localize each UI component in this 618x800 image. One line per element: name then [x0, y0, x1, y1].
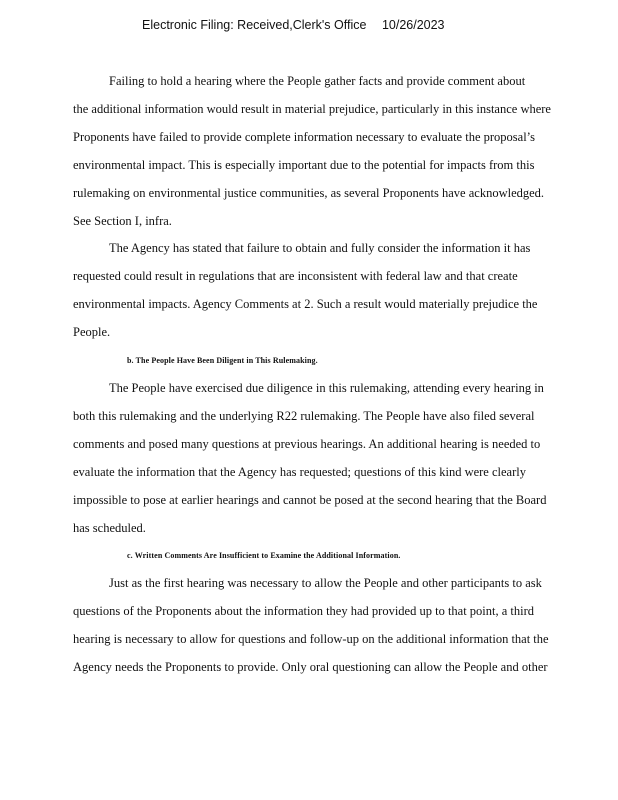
text-line: environmental impact. This is especially important due to the potential for impacts from this	[73, 157, 535, 172]
text-line: evaluate the information that the Agency has requested; questions of this kind were clearly	[73, 464, 526, 479]
section-heading-b: b. The People Have Been Diligent in This Rulemaking.	[127, 356, 318, 366]
section-heading-c: c. Written Comments Are Insufficient to Examine the Additional Information.	[127, 551, 401, 561]
document-body	[73, 68, 585, 682]
text-line: Agency needs the Proponents to provide. Only oral questioning can allow the People and other	[73, 660, 548, 675]
citation-line: See Section I, infra.	[73, 213, 172, 228]
text-line: rulemaking on environmental justice communities, as several Proponents have acknowledged.	[73, 185, 545, 200]
text-line: The Agency has stated that failure to obtain and fully consider the information it has	[109, 241, 531, 256]
text-line: comments and posed many questions at previous hearings. An additional hearing is needed to	[73, 436, 541, 451]
filing-date: 10/26/2023	[381, 18, 445, 32]
paragraph-agency	[73, 235, 585, 347]
text-line: impossible to pose at earlier hearings and cannot be posed at the second hearing that the Board	[73, 492, 547, 507]
text-line: Just as the first hearing was necessary to allow the People and other participants to ask	[109, 576, 542, 591]
text-line: has scheduled.	[73, 520, 146, 535]
text-line: Failing to hold a hearing where the People gather facts and provide comment about	[109, 74, 526, 88]
text-line: environmental impacts. Agency Comments at 2. Such a result would materially prejudice the	[73, 297, 538, 312]
text-line: hearing is necessary to allow for questions and follow-up on the additional information that the	[73, 632, 549, 647]
paragraph-prejudice	[73, 68, 585, 235]
text-line: both this rulemaking and the underlying R22 rulemaking. The People have also filed several	[73, 408, 535, 423]
text-line: The People have exercised due diligence in this rulemaking, attending every hearing in	[109, 380, 544, 395]
filing-header	[0, 18, 618, 32]
text-line: requested could result in regulations that are inconsistent with federal law and that create	[73, 269, 518, 284]
text-line: People.	[73, 325, 111, 340]
paragraph-written-comments	[73, 570, 585, 682]
text-line: the additional information would result in material prejudice, particularly in this instance where	[73, 101, 551, 116]
text-line: Proponents have failed to provide complete information necessary to evaluate the proposal’s	[73, 129, 536, 144]
filing-label: Electronic Filing: Received,Clerk's Office	[142, 18, 367, 32]
paragraph-diligence	[73, 375, 585, 542]
text-line: questions of the Proponents about the information they had provided up to that point, a third	[73, 604, 535, 619]
